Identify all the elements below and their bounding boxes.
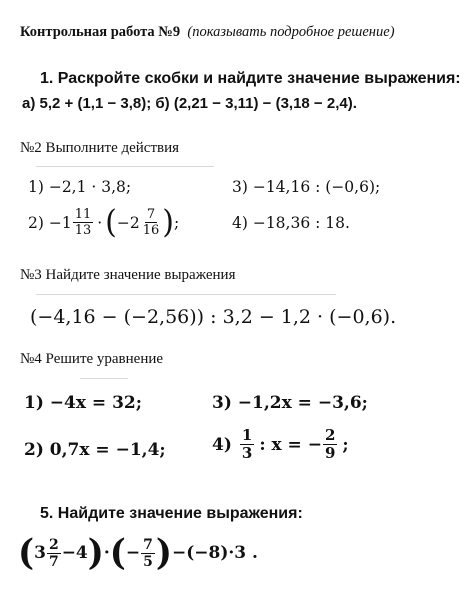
fraction-denominator: 3 [241, 444, 253, 462]
task4-eq4-mid: : x = − [259, 434, 322, 455]
task4-eq4-suffix: ; [342, 434, 349, 455]
task2-item3: 3) −14,16 : (−0,6); [232, 178, 381, 196]
task4-eq4-prefix: 4) [212, 434, 232, 455]
fraction-denominator: 7 [48, 553, 59, 570]
task2-item2-fraction2 [141, 208, 162, 237]
task5-dot: · [103, 543, 110, 563]
fraction-denominator: 9 [324, 444, 336, 462]
task5-int: 3 [34, 543, 46, 563]
task4-eq4 [212, 428, 349, 461]
fraction-numerator: 2 [324, 426, 336, 444]
task2-item1: 1) −2,1 · 3,8; [28, 178, 132, 196]
left-paren: ( [105, 204, 117, 241]
task3-expression: (−4,16 − (−2,56)) : 3,2 − 1,2 · (−0,6). [30, 306, 397, 328]
fraction-numerator: 11 [74, 207, 92, 222]
fraction-denominator: 13 [74, 223, 92, 238]
fraction-denominator: 5 [143, 553, 153, 570]
task2-item2-suffix: ; [174, 213, 180, 232]
faint-scan-line [80, 378, 128, 379]
task2-item2: 2) −1 $\frac{11}{13}$ · ( −2 $\frac{7}{16}$ ) ; [28, 204, 180, 241]
right-paren: ) [162, 204, 175, 241]
task2-item4: 4) −18,36 : 18. [232, 214, 350, 232]
fraction-numerator: 1 [241, 426, 253, 444]
fraction-numerator: 7 [143, 536, 153, 553]
document-title [20, 24, 395, 41]
left-paren: ( [109, 532, 126, 574]
task4-eq2: 2) 0,7x = −1,4; [24, 440, 166, 460]
task4-eq3: 3) −1,2x = −3,6; [212, 393, 368, 413]
title-italic: (показывать подробное решение) [187, 24, 395, 40]
task4-heading: №4 Решите уравнение [20, 351, 164, 367]
fraction-numerator: 7 [146, 207, 156, 222]
task5-expression [18, 533, 258, 573]
task5-heading: 5. Найдите значение выражения: [40, 505, 303, 522]
task2-item2-fraction1 [73, 208, 94, 237]
task5-fraction2 [141, 538, 155, 569]
task5-tail: −(−8)·3 . [171, 543, 258, 563]
task5-neg: − [125, 543, 141, 563]
task4-eq4-fraction1 [240, 428, 254, 461]
fraction-denominator: 16 [142, 223, 160, 238]
title-bold: Контрольная работа №9 [20, 24, 181, 40]
task4-eq1: 1) −4x = 32; [24, 393, 143, 413]
fraction-numerator: 2 [48, 536, 59, 553]
task2-item2-prefix: 2) −1 [28, 213, 72, 232]
faint-scan-line [36, 166, 214, 167]
task3-heading: №3 Найдите значение выражения [20, 267, 236, 283]
task5-fraction1 [47, 538, 61, 569]
task5-minus4: −4 [61, 543, 88, 563]
left-paren: ( [18, 532, 35, 574]
task2-heading: №2 Выполните действия [20, 140, 180, 156]
task4-eq4-fraction2 [323, 428, 337, 461]
faint-scan-line [36, 294, 336, 295]
task1-heading: 1. Раскройте скобки и найдите значение выражения: [40, 70, 461, 87]
task1-body: а) 5,2 + (1,1 − 3,8); б) (2,21 − 3,11) − (3,18 − 2,4). [22, 95, 357, 112]
right-paren: ) [87, 532, 104, 574]
right-paren: ) [155, 532, 172, 574]
task2-item2-mid: −2 [116, 213, 140, 232]
